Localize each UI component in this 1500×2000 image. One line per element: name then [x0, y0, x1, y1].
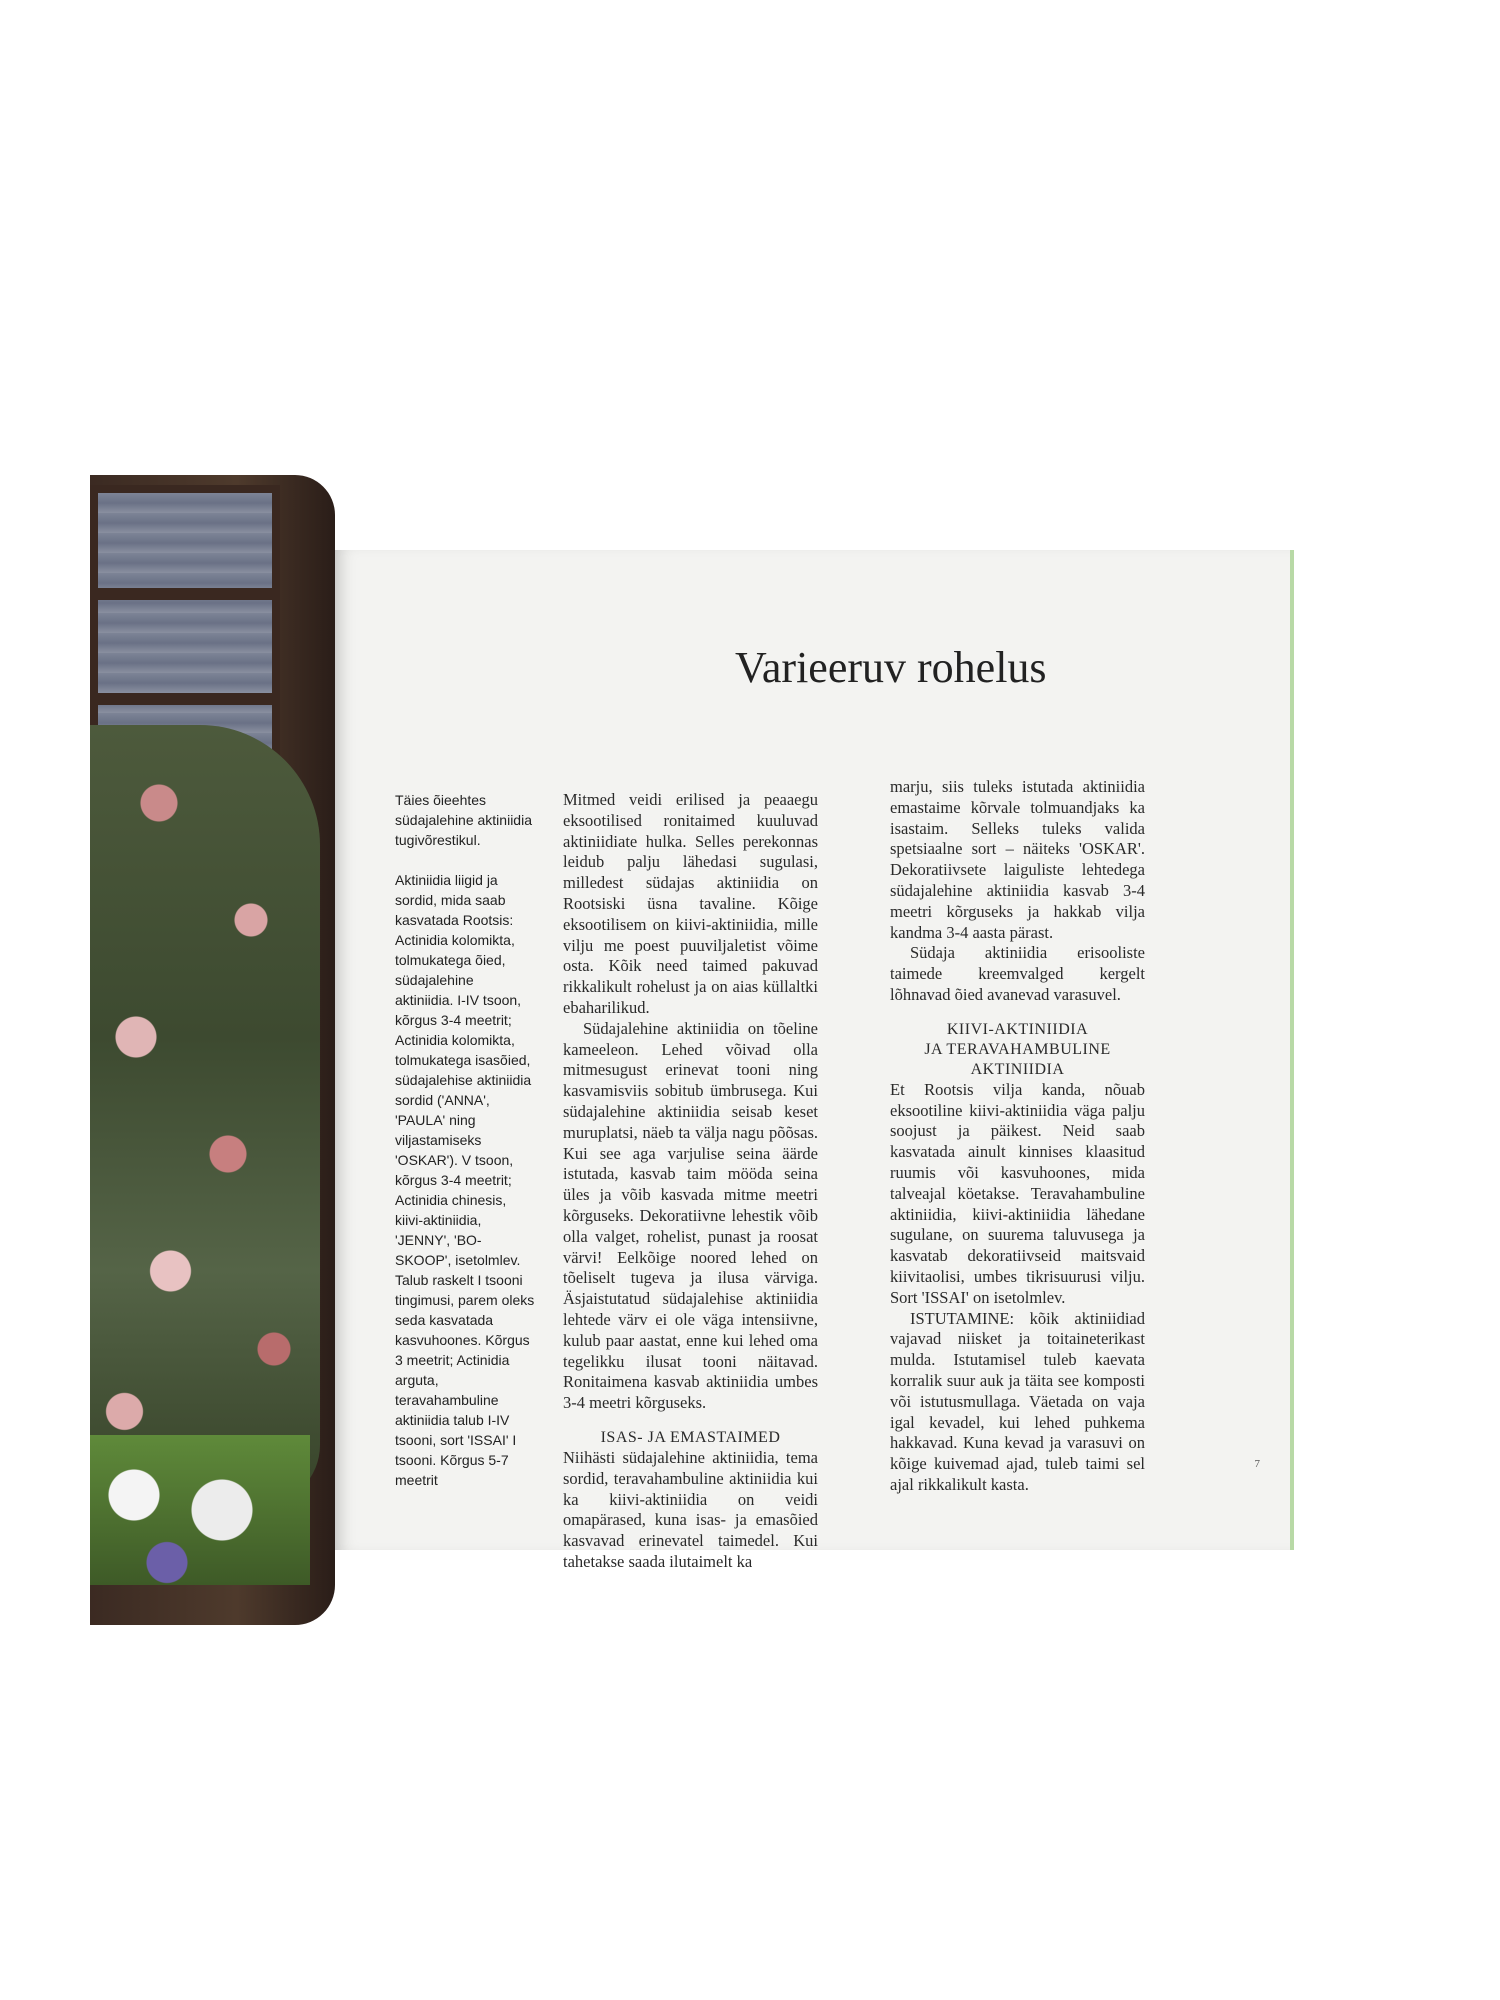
paragraph: Südaja aktiniidia erisooliste taimede kreemvalged kergelt lõhnavad õied avanevad varasuvel.	[890, 943, 1145, 1004]
open-book	[90, 475, 1340, 1625]
caption-line: Täies õieehtes südajalehine aktiniidia tugivõrestikul.	[395, 792, 532, 848]
paragraph: Mitmed veidi erilised ja peaaegu eksootilised ronitaimed kuuluvad aktiniidiate hulka. Selles perekonnas leidub palju lähedasi sugulasi, milledest südajas aktiniidia on Rootsiski üsna tavaline. Kõige eksootilisem on kiivi-aktiniidia, mille vilju me poest puuviljaletist võime osta. Kõik need taimed pakuvad rikkalikult rohelust ja on aias küllaltki ebaharilikud.	[563, 790, 818, 1017]
foliage-image	[90, 725, 320, 1505]
text-column-2	[890, 777, 1145, 1496]
paragraph: ISTUTAMINE: kõik aktiniidiad vajavad niisket ja toitaineterikast mulda. Istutamisel tuleb kaevata korralik suur auk ja täita see komposti või istutusmullaga. Väetada on vaja igal kevadel, kui lehed puhkema hakkavad. Kuna kevad ja varasuvi on kõige kuivemad ajad, tuleb taimi sel ajal rikkalikult kasta.	[890, 1308, 1145, 1494]
text-column-1	[563, 790, 818, 1573]
flowerbed-image	[90, 1435, 310, 1585]
section-heading: ISAS- JA EMASTAIMED	[600, 1428, 781, 1446]
paragraph: marju, siis tuleks istutada aktiniidia emastaime kõrvale tolmuandjaks ka isastaim. Selleks tuleks valida spetsiaalne sort – näiteks 'OSKAR'. Dekoratiivsete laiguliste lehtedega südajalehine aktiniidia kasvab 3-4 meetri kõrguseks ja hakkab vilja kandma 3-4 aasta pärast.	[890, 777, 1145, 942]
paragraph: Südajalehine aktiniidia on tõeline kameeleon. Lehed võivad olla mitmesugust erinevat tooni ning kasvamisviis sobitub ümbrusega. Kui südajalehine aktiniidia seisab keset muruplatsi, näeb ta välja nagu põõsas. Kui see aga varjulise seina äärde istutada, kasvab taim mööda seina üles ja võib kasvada mitme meetri kõrguseks. Dekoratiivne lehestik võib olla valget, rohelist, punast ja roosat värvi! Eelkõige noored lehed on tõeliselt tugeva ja ilusa värviga. Äsjaistutatud südajalehise aktiniidia lehtede värv ei ole väga intensiivne, kulub paar aastat, enne kui lehed oma tegelikku ilusat tooni näitavad. Ronitaimena kasvab aktiniidia umbes 3-4 meetri kõrguseks.	[563, 1018, 818, 1413]
page-title: Varieeruv rohelus	[735, 643, 1047, 692]
paragraph: Niihästi südajalehine aktiniidia, tema sordid, teravahambuline aktiniidia kui ka kiivi-aktiniidia on veidi omapärased, kuna isas- ja emasõied kasvavad erinevatel taimedel. Kui tahetakse saada ilutaimelt ka	[563, 1447, 818, 1571]
plant-photo	[90, 475, 335, 1625]
section-heading: KIIVI-AKTINIIDIA JA TERAVAHAMBULINE AKTINIIDIA	[924, 1020, 1111, 1078]
caption-species-list: Aktiniidia liigid ja sordid, mida saab kasvatada Rootsis: Actinidia kolomikta, tolmukatega õied, südajalehine aktiniidia. I-IV tsoon, kõrgus 3-4 meetrit; Actinidia kolomikta, tolmukatega isasõied, südajalehise aktiniidia sordid ('ANNA', 'PAULA' ning viljastamiseks 'OSKAR'). V tsoon, kõrgus 3-4 meetrit; Actinidia chinesis, kiivi-aktiniidia, 'JENNY', 'BO-SKOOP', isetolmlev. Talub raskelt I tsooni tingimusi, parem oleks seda kasvatada kasvuhoones. Kõrgus 3 meetrit; Actinidia arguta, teravahambuline aktiniidia talub I-IV tsooni, sort 'ISSAI' I tsooni. Kõrgus 5-7 meetrit	[395, 872, 535, 1488]
page-number: 7	[1254, 1458, 1260, 1470]
photo-caption	[395, 790, 535, 1510]
paragraph: Et Rootsis vilja kanda, nõuab eksootiline kiivi-aktiniidia väga palju soojust ja päikest. Neid saab kasvatada ainult kinnises klaasitud ruumis või kasvuhoones, mida talveajal köetakse. Teravahambuline aktiniidia, kiivi-aktiniidia lähedane sugulane, on suurema taluvusega ja kasvatab dekoratiivseid maitsvaid kiivitaolisi, umbes tikrisuurusi vilju. Sort 'ISSAI' on isetolmlev.	[890, 1079, 1145, 1307]
text-page	[335, 550, 1294, 1571]
